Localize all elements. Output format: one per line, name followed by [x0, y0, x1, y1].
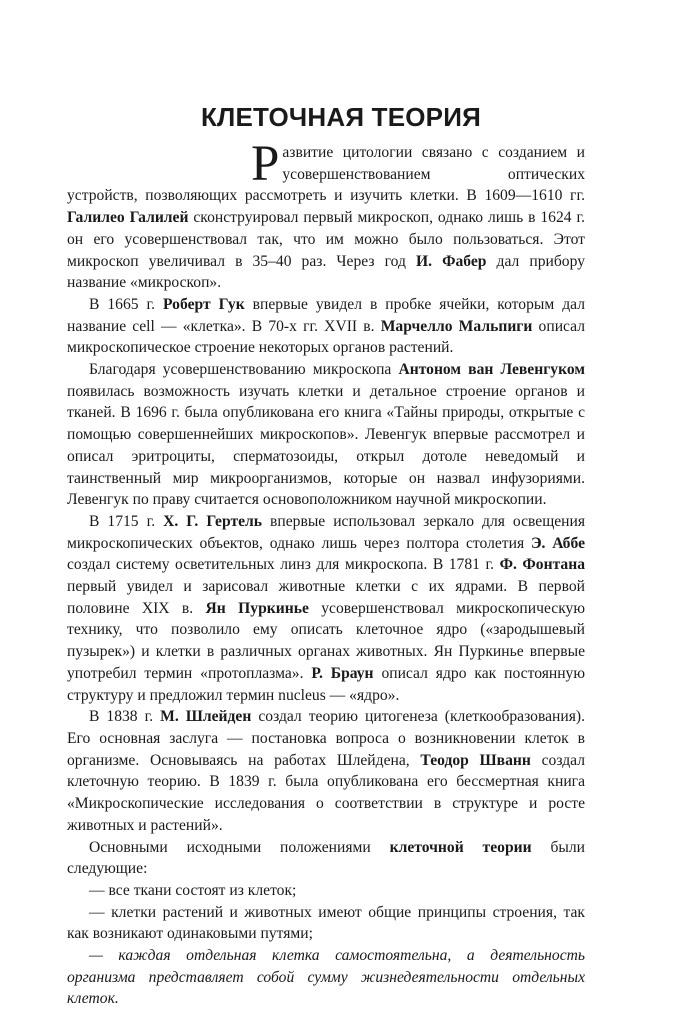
bold-name: Галилео Галилей [67, 209, 189, 227]
paragraph [67, 706, 585, 836]
text-run: создал клеточную теорию. В 1839 г. была опубликована его бессмертная книга «Микроскопические исследования о соответствии в структуре и росте животных и растений». [67, 751, 585, 834]
text-run: В 1715 г. [89, 512, 164, 530]
paragraph [67, 837, 585, 880]
bold-name: Э. Аббе [530, 534, 585, 552]
paragraph [67, 294, 585, 359]
bold-name: Р. Браун [311, 664, 374, 682]
text-run: усовершенствовал микроскопическую технику, что позволило ему описать клеточное ядро («зародышевый пузырек») и клетки в различных органах животных. Ян Пуркинье впервые употребил термин «протоплазма». [67, 599, 585, 682]
text-run: описал ядро как постоянную структуру и предложил термин nucleus — «ядро». [67, 664, 586, 704]
drop-cap: Р [251, 136, 280, 192]
list-item: — все ткани состоят из клеток; [89, 881, 297, 899]
body-text [67, 136, 586, 1010]
bold-name: Антоном ван Левенгуком [398, 361, 585, 379]
text-run: В 1838 г. [89, 708, 161, 726]
paragraph [67, 136, 585, 294]
text-run: Основными исходными положениями [89, 838, 390, 856]
text-run: первый увидел и зарисовал животные клетки с их ядрами. В первой половине XIX в. [67, 578, 585, 617]
text-run: описал микроскопическое строение некоторых органов растений. [67, 317, 585, 357]
text-run: появилась возможность изучать клетки и детальное строение органов и тканей. В 1696 г. была опубликована его книга «Тайны природы, открытые с помощью совершеннейших микроскопов». Левенгук впервые рассмотрел и описал эритроциты, сперматозоиды, открыл дотоле неведомый и таинственный мир микроорганизмов, которые он назвал инфузориями. Левенгук по праву считается основоположником научной микроскопии. [67, 382, 585, 509]
bold-name: Ф. Фонтана [499, 556, 585, 574]
text-run: создал систему осветительных линз для микроскопа. В 1781 г. [67, 556, 500, 574]
text-run: Благодаря усовершенствованию микроскопа [89, 361, 399, 379]
text-run: сконструировал первый микроскоп, однако лишь в 1624 г. он его усовершенствовал так, что им можно было пользоваться. Этот микроскоп увеличивал в 35–40 раз. Через год [67, 209, 585, 270]
text-run: впервые использовал зеркало для освещения микроскопических объектов, однако лишь через полтора столетия [67, 512, 585, 552]
page-title: КЛЕТОЧНАЯ ТЕОРИЯ [200, 102, 481, 132]
bold-name: Марчелло Мальпиги [380, 317, 533, 335]
text-run: впервые увидел в пробке ячейки, которым дал название cell — «клетка». В 70-х гг. XVII в. [67, 295, 585, 335]
text-run: были следующие: [67, 838, 586, 878]
bold-name: Теодор Шванн [420, 751, 531, 769]
text-run: В 1665 г. [89, 295, 164, 313]
list-item: — клетки растений и животных имеют общие принципы строения, так как возникают одинаковыми путями; [67, 903, 585, 943]
bold-name: М. Шлейден [160, 708, 252, 726]
bold-name: клеточной теории [389, 838, 532, 856]
bold-name: Роберт Гук [163, 295, 245, 313]
paragraph [67, 359, 585, 511]
bold-name: Х. Г. Гертель [163, 512, 263, 530]
text-run: азвитие цитологии связано с созданием и усовершенствованием оптических устройств, позволяющих рассмотреть и изучить клетки. В 1609—1610 гг. [67, 144, 585, 205]
list-item-italic: — каждая отдельная клетка самостоятельна, а деятельность организма представляет собой сумму жизнедеятельности отдельных клеток. [67, 947, 585, 1008]
paragraph [67, 511, 585, 706]
text-run: создал теорию цитогенеза (клеткообразования). Его основная заслуга — постановка вопроса о возникновении клеток в организме. Основываясь на работах Шлейдена, [67, 708, 586, 769]
text-run: дал прибору название «микроскоп». [67, 252, 585, 292]
bold-name: И. Фабер [415, 252, 487, 270]
bold-name: Ян Пуркинье [205, 599, 309, 617]
